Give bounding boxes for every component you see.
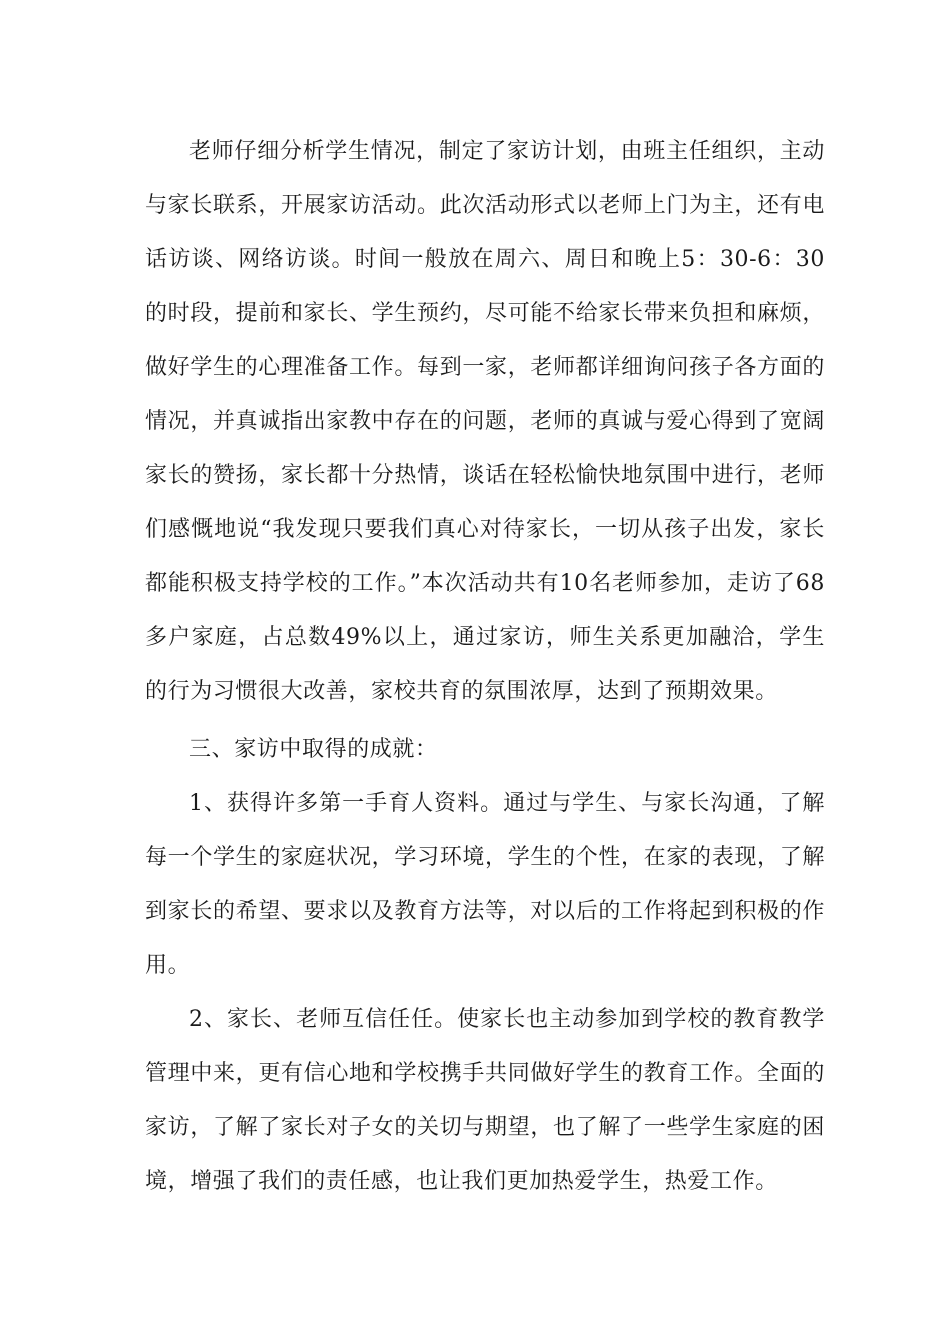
paragraph-achievement-2: 2、家长、老师互信任任。使家长也主动参加到学校的教育教学管理中来，更有信心地和学校携手共同做好学生的教育工作。全面的家访，了解了家长对子女的关切与期望，也了解了一些学生家庭的困境，增强了我们的责任感，也让我们更加热爱学生，热爱工作。	[145, 1007, 825, 1194]
section-heading-achievements: 三、家访中取得的成就：	[189, 737, 438, 762]
paragraph-achievement-1: 1、获得许多第一手育人资料。通过与学生、与家长沟通，了解每一个学生的家庭状况，学习环境，学生的个性，在家的表现，了解到家长的希望、要求以及教育方法等，对以后的工作将起到积极的作用。	[145, 791, 825, 978]
document-body	[145, 125, 825, 1209]
paragraph-home-visit-summary: 老师仔细分析学生情况，制定了家访计划，由班主任组织，主动与家长联系，开展家访活动。此次活动形式以老师上门为主，还有电话访谈、网络访谈。时间一般放在周六、周日和晚上5：30-6：30的时段，提前和家长、学生预约，尽可能不给家长带来负担和麻烦，做好学生的心理准备工作。每到一家，老师都详细询问孩子各方面的情况，并真诚指出家教中存在的问题，老师的真诚与爱心得到了宽阔家长的赞扬，家长都十分热情，谈话在轻松愉快地氛围中进行，老师们感慨地说“我发现只要我们真心对待家长，一切从孩子出发，家长都能积极支持学校的工作。”本次活动共有10名老师参加，走访了68多户家庭，占总数49%以上，通过家访，师生关系更加融洽，学生的行为习惯很大改善，家校共育的氛围浓厚，达到了预期效果。	[145, 139, 825, 704]
